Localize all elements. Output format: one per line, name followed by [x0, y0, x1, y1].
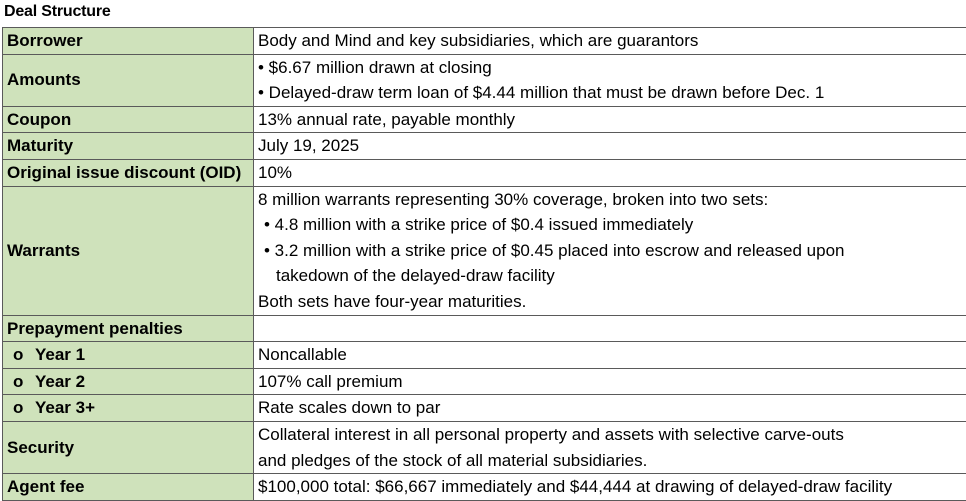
value-line: • 4.8 million with a strike price of $0.4 issued immediately [264, 215, 694, 235]
value-line: $100,000 total: $66,667 immediately and $44,444 at drawing of delayed-draw facility [258, 477, 893, 497]
deal-structure-table [2, 27, 966, 501]
table-row-security [3, 421, 966, 473]
row-value [254, 133, 966, 160]
row-label-text: Year 3+ [35, 398, 96, 418]
row-label: Coupon [3, 106, 254, 133]
value-line: 13% annual rate, payable monthly [258, 109, 516, 129]
row-label: Original issue discount (OID) [3, 159, 254, 186]
row-value [254, 28, 966, 55]
row-value [254, 342, 966, 369]
value-line: 10% [258, 162, 293, 182]
row-value [254, 474, 966, 501]
row-value [254, 106, 966, 133]
row-label: Security [3, 421, 254, 473]
sub-marker: o [13, 398, 24, 418]
row-value [254, 421, 966, 473]
table-row-year-1 [3, 342, 966, 369]
row-label: Maturity [3, 133, 254, 160]
table-row-maturity [3, 133, 966, 160]
row-value [254, 186, 966, 315]
row-label: Warrants [3, 186, 254, 315]
row-label-text: Year 2 [35, 371, 86, 391]
table-row-coupon [3, 106, 966, 133]
value-line: Rate scales down to par [258, 398, 441, 418]
row-label: Prepayment penalties [3, 315, 254, 342]
row-value [254, 315, 966, 342]
table-row-year-2 [3, 368, 966, 395]
table-row-agent-fee [3, 474, 966, 501]
value-line: 8 million warrants representing 30% coverage, broken into two sets: [258, 189, 769, 209]
table-row-prepayment-penalties [3, 315, 966, 342]
row-value [254, 368, 966, 395]
table-title: Deal Structure [4, 3, 111, 20]
value-line: and pledges of the stock of all material subsidiaries. [258, 450, 648, 470]
row-label: Borrower [3, 28, 254, 55]
row-label: Agent fee [3, 474, 254, 501]
row-label: Amounts [3, 54, 254, 106]
value-line: takedown of the delayed-draw facility [276, 266, 555, 286]
value-line: • 3.2 million with a strike price of $0.45 placed into escrow and released upon [264, 240, 845, 260]
row-value [254, 159, 966, 186]
value-line: Collateral interest in all personal property and assets with selective carve-outs [258, 424, 844, 444]
value-line: Noncallable [258, 345, 347, 365]
sub-marker: o [13, 371, 24, 391]
table-row-amounts [3, 54, 966, 106]
table-row-borrower [3, 28, 966, 55]
value-line: • Delayed-draw term loan of $4.44 million that must be drawn before Dec. 1 [258, 83, 825, 103]
table-row-oid [3, 159, 966, 186]
table-row-year-3-plus [3, 395, 966, 422]
row-label [3, 342, 254, 369]
table-row-warrants [3, 186, 966, 315]
row-label-text: Year 1 [35, 345, 86, 365]
row-label [3, 368, 254, 395]
value-line: Body and Mind and key subsidiaries, which are guarantors [258, 31, 699, 50]
value-line: July 19, 2025 [258, 136, 360, 156]
sub-marker: o [13, 345, 24, 365]
row-label [3, 395, 254, 422]
value-line: Both sets have four-year maturities. [258, 291, 527, 311]
row-value [254, 395, 966, 422]
row-value [254, 54, 966, 106]
value-line: 107% call premium [258, 371, 403, 391]
value-line: • $6.67 million drawn at closing [258, 57, 492, 77]
value-line [258, 316, 962, 342]
